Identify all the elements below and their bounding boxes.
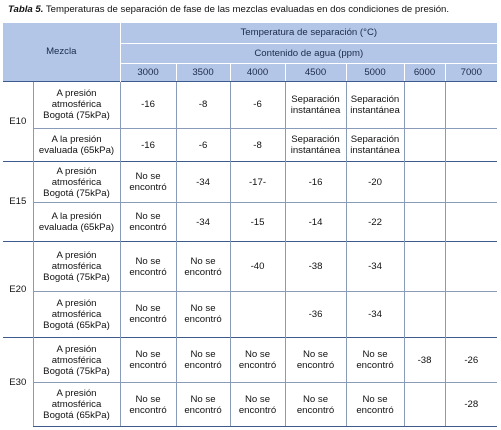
ppm-column-header: 4000 xyxy=(230,63,285,81)
table-row xyxy=(3,129,497,162)
ppm-column-header: 3000 xyxy=(120,63,176,81)
temperature-cell: No se encontró xyxy=(346,383,404,427)
condition-line: A presión xyxy=(56,250,97,262)
table-row xyxy=(3,202,497,241)
condition-line: atmosférica xyxy=(51,176,102,188)
table-row xyxy=(3,292,497,338)
temperature-cell xyxy=(404,242,445,292)
condition-line: atmosférica xyxy=(51,99,102,111)
condition-line: A presión xyxy=(56,343,97,355)
temperature-cell: Separación instantánea xyxy=(346,81,404,129)
condition-line: Bogotá (75kPa) xyxy=(43,110,110,122)
temperature-cell: -28 xyxy=(445,383,497,427)
temperature-cell: No se encontró xyxy=(176,242,230,292)
temperature-cell xyxy=(230,292,285,338)
pressure-condition xyxy=(33,242,120,292)
condition-line: A presión xyxy=(56,88,97,100)
table-caption xyxy=(8,4,498,16)
temperature-cell: Separación instantánea xyxy=(285,129,346,162)
ppm-column-header: 7000 xyxy=(445,63,497,81)
temperature-cell: No se encontró xyxy=(285,383,346,427)
temperature-cell: No se encontró xyxy=(176,337,230,383)
temperature-cell: No se encontró xyxy=(120,202,176,241)
temperature-cell xyxy=(445,81,497,129)
condition-line: A presión xyxy=(56,165,97,177)
caption-label: Tabla 5. xyxy=(8,4,44,15)
condition-line: atmosférica xyxy=(51,261,102,273)
table-row xyxy=(3,337,497,383)
temperature-cell: -16 xyxy=(120,81,176,129)
condition-line: Bogotá (75kPa) xyxy=(43,272,110,284)
temperature-cell: No se encontró xyxy=(285,337,346,383)
temperature-cell: -38 xyxy=(404,337,445,383)
temperature-cell xyxy=(445,202,497,241)
mixture-code: E15 xyxy=(3,162,33,242)
mixture-code: E20 xyxy=(3,242,33,337)
condition-line: A presión xyxy=(56,297,97,309)
temperature-cell: -22 xyxy=(346,202,404,241)
condition-line: atmosférica xyxy=(51,308,102,320)
water-content-header: Contenido de agua (ppm) xyxy=(120,43,497,63)
ppm-column-header: 6000 xyxy=(404,63,445,81)
temperature-cell xyxy=(404,202,445,241)
condition-line: evaluada (65kPa) xyxy=(38,222,115,234)
temperature-cell xyxy=(445,162,497,202)
temperature-cell: -34 xyxy=(176,162,230,202)
temperature-cell: -26 xyxy=(445,337,497,383)
temperature-cell xyxy=(404,162,445,202)
table-row xyxy=(3,242,497,292)
temperature-cell: No se encontró xyxy=(120,162,176,202)
table-header xyxy=(3,23,497,81)
temperature-cell xyxy=(445,242,497,292)
temperature-cell: No se encontró xyxy=(176,292,230,338)
table-row xyxy=(3,383,497,427)
pressure-condition xyxy=(33,337,120,383)
mixture-code: E30 xyxy=(3,337,33,426)
temperature-cell: No se encontró xyxy=(120,337,176,383)
temperature-cell: -40 xyxy=(230,242,285,292)
condition-line: evaluada (65kPa) xyxy=(38,145,115,157)
pressure-condition xyxy=(33,383,120,427)
pressure-condition xyxy=(33,162,120,202)
table-row xyxy=(3,81,497,129)
pressure-condition xyxy=(33,202,120,241)
temperature-cell xyxy=(445,292,497,338)
temperature-cell: -14 xyxy=(285,202,346,241)
temperature-cell: -34 xyxy=(346,242,404,292)
condition-line: Bogotá (65kPa) xyxy=(43,410,110,422)
temperature-cell: -34 xyxy=(176,202,230,241)
temperature-cell: -6 xyxy=(176,129,230,162)
temperature-cell: -8 xyxy=(176,81,230,129)
condition-line: Bogotá (75kPa) xyxy=(43,187,110,199)
temperature-cell: -36 xyxy=(285,292,346,338)
temperature-cell: No se encontró xyxy=(230,337,285,383)
table-body xyxy=(3,81,497,427)
temperature-cell: -6 xyxy=(230,81,285,129)
condition-line: A presión xyxy=(56,388,97,400)
temperature-cell: No se encontró xyxy=(120,242,176,292)
pressure-condition xyxy=(33,129,120,162)
ppm-column-header: 5000 xyxy=(346,63,404,81)
temperature-cell: No se encontró xyxy=(120,383,176,427)
condition-line: Bogotá (65kPa) xyxy=(43,319,110,331)
condition-line: A la presión xyxy=(51,211,102,223)
temperature-cell xyxy=(404,81,445,129)
separation-temperature-table xyxy=(3,23,497,427)
condition-line: atmosférica xyxy=(51,399,102,411)
temperature-group-header: Temperatura de separación (°C) xyxy=(120,23,497,43)
condition-line: A la presión xyxy=(51,134,102,146)
ppm-column-header: 3500 xyxy=(176,63,230,81)
temperature-cell: -20 xyxy=(346,162,404,202)
temperature-cell: Separación instantánea xyxy=(285,81,346,129)
temperature-cell: No se encontró xyxy=(346,337,404,383)
caption-text: Temperaturas de separación de fase de las mezclas evaluadas en dos condiciones de presión. xyxy=(43,4,450,15)
temperature-cell: -34 xyxy=(346,292,404,338)
mezcla-header: Mezcla xyxy=(3,23,120,81)
temperature-cell xyxy=(404,129,445,162)
temperature-cell: -38 xyxy=(285,242,346,292)
temperature-cell: No se encontró xyxy=(230,383,285,427)
pressure-condition xyxy=(33,81,120,129)
temperature-cell: No se encontró xyxy=(176,383,230,427)
temperature-cell: -16 xyxy=(285,162,346,202)
condition-line: Bogotá (75kPa) xyxy=(43,365,110,377)
mixture-code: E10 xyxy=(3,81,33,162)
temperature-cell: No se encontró xyxy=(120,292,176,338)
temperature-cell xyxy=(404,383,445,427)
ppm-column-header: 4500 xyxy=(285,63,346,81)
temperature-cell: -15 xyxy=(230,202,285,241)
temperature-cell: -16 xyxy=(120,129,176,162)
condition-line: atmosférica xyxy=(51,354,102,366)
table-row xyxy=(3,162,497,202)
temperature-cell: -8 xyxy=(230,129,285,162)
temperature-cell xyxy=(445,129,497,162)
temperature-cell: -17- xyxy=(230,162,285,202)
pressure-condition xyxy=(33,292,120,338)
temperature-cell: Separación instantánea xyxy=(346,129,404,162)
temperature-cell xyxy=(404,292,445,338)
